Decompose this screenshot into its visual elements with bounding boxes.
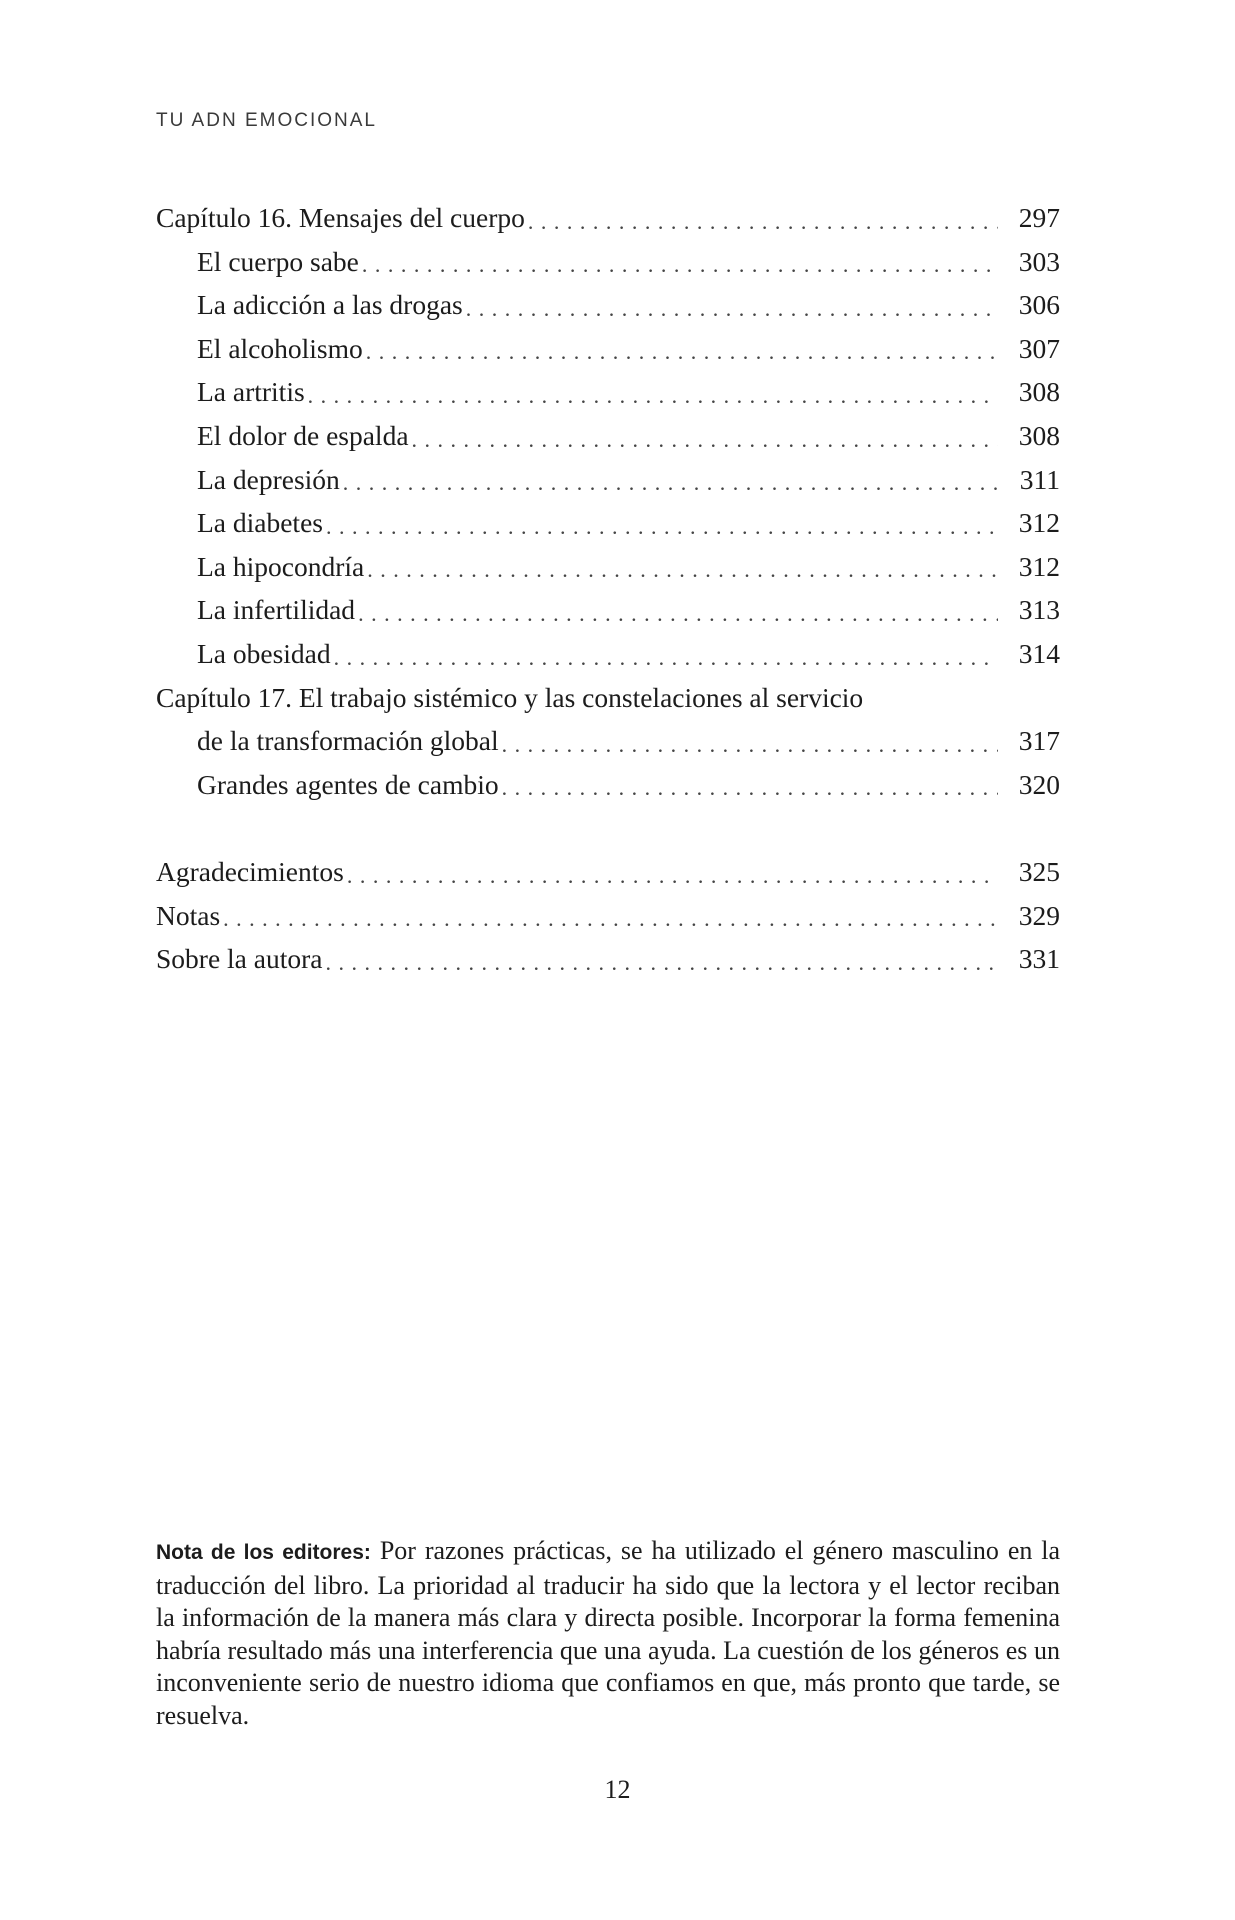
- toc-dot-leader: [528, 204, 998, 240]
- toc-entry-title: Notas: [156, 899, 221, 931]
- toc-entry-page: 308: [1018, 419, 1060, 451]
- toc-entry: [156, 327, 1060, 371]
- toc-entry: [156, 588, 1060, 632]
- toc-entry-page: 317: [1018, 725, 1060, 757]
- toc-dot-leader: [466, 291, 998, 327]
- toc-entry-title: La diabetes: [197, 507, 323, 539]
- toc-entry-title: La hipocondría: [197, 550, 365, 582]
- toc-entry-title: Capítulo 16. Mensajes del cuerpo: [156, 202, 525, 233]
- toc-entry-title: Sobre la autora: [156, 943, 323, 975]
- toc-entry: [156, 676, 1060, 720]
- editors-note-label: Nota de los editores:: [156, 1541, 371, 1564]
- editors-note-text: Por razones prácticas, se ha utilizado el género masculino en la traducción del libro. La prioridad al traducir ha sido que la lectora y el lector reciban la información de la manera más clara y directa posible. Incorporar la forma femenina habría resultado más una interferencia que una ayuda. La cuestión de los géneros es un inconveniente serio de nuestro idioma que confiamos en que, más pronto que tarde, se resuelva.: [156, 1536, 1061, 1730]
- toc-entry: [156, 850, 1060, 894]
- toc-entry: [156, 937, 1060, 981]
- toc-dot-leader: [326, 509, 998, 545]
- toc-entry: [156, 719, 1060, 763]
- toc-entry-page: 306: [1018, 289, 1060, 321]
- toc-entry-page: 312: [1018, 507, 1060, 539]
- toc-dot-leader: [334, 640, 998, 676]
- toc-entry-page: 307: [1018, 332, 1060, 364]
- toc-entry: [156, 283, 1060, 327]
- toc-entry: [156, 240, 1060, 284]
- toc-entry-title: La artritis: [197, 376, 305, 408]
- toc-dot-leader: [412, 422, 998, 458]
- toc-entry-title: La depresión: [197, 463, 340, 495]
- toc-dot-leader: [308, 378, 998, 414]
- toc-entry-page: 314: [1018, 637, 1060, 669]
- toc-dot-leader: [223, 901, 998, 937]
- toc-dot-leader: [502, 770, 998, 806]
- toc-entry: [156, 632, 1060, 676]
- toc-entry: [156, 894, 1060, 938]
- toc-entry-page: 303: [1018, 245, 1060, 277]
- toc-entry-title: El cuerpo sabe: [197, 245, 359, 277]
- toc-dot-leader: [367, 552, 998, 588]
- toc-entry-page: 297: [1018, 202, 1060, 233]
- toc-entry: [156, 458, 1060, 502]
- page-number: 12: [604, 1775, 631, 1804]
- toc-dot-leader: [358, 596, 998, 632]
- toc-entry-page: 325: [1018, 855, 1060, 887]
- toc-entry: [156, 501, 1060, 545]
- running-head: TU ADN EMOCIONAL: [156, 110, 377, 131]
- toc-entry-page: 320: [1018, 768, 1060, 800]
- toc-entry-title: de la transformación global: [197, 725, 499, 757]
- table-of-contents: [156, 196, 1060, 981]
- toc-entry-title: Capítulo 17. El trabajo sistémico y las constelaciones al servicio: [156, 681, 864, 713]
- toc-entry-title: La obesidad: [197, 637, 331, 669]
- toc-entry: [156, 763, 1060, 807]
- toc-entry-page: 329: [1018, 899, 1060, 931]
- editors-note: [156, 1535, 1060, 1732]
- toc-entry-page: 311: [1019, 463, 1060, 495]
- toc-dot-leader: [502, 727, 998, 763]
- toc-entry-title: La infertilidad: [197, 594, 356, 626]
- toc-entry-page: 331: [1018, 943, 1060, 975]
- toc-entry-title: Agradecimientos: [156, 855, 344, 887]
- toc-dot-leader: [366, 334, 998, 370]
- toc-entry-page: 313: [1018, 594, 1060, 626]
- toc-entry: [156, 545, 1060, 589]
- toc-entry-title: La adicción a las drogas: [197, 289, 463, 321]
- toc-dot-leader: [325, 945, 998, 981]
- toc-dot-leader: [362, 247, 998, 283]
- toc-entry-page: 308: [1018, 376, 1060, 408]
- toc-entry: [156, 414, 1060, 458]
- toc-entry-title: El alcoholismo: [197, 332, 363, 364]
- toc-dot-leader: [347, 858, 998, 894]
- toc-entry-title: El dolor de espalda: [197, 419, 409, 451]
- toc-entry-title: Grandes agentes de cambio: [197, 768, 499, 800]
- toc-dot-leader: [343, 465, 998, 501]
- toc-entry: [156, 196, 1060, 240]
- toc-entry: [156, 370, 1060, 414]
- toc-entry-page: 312: [1018, 550, 1060, 582]
